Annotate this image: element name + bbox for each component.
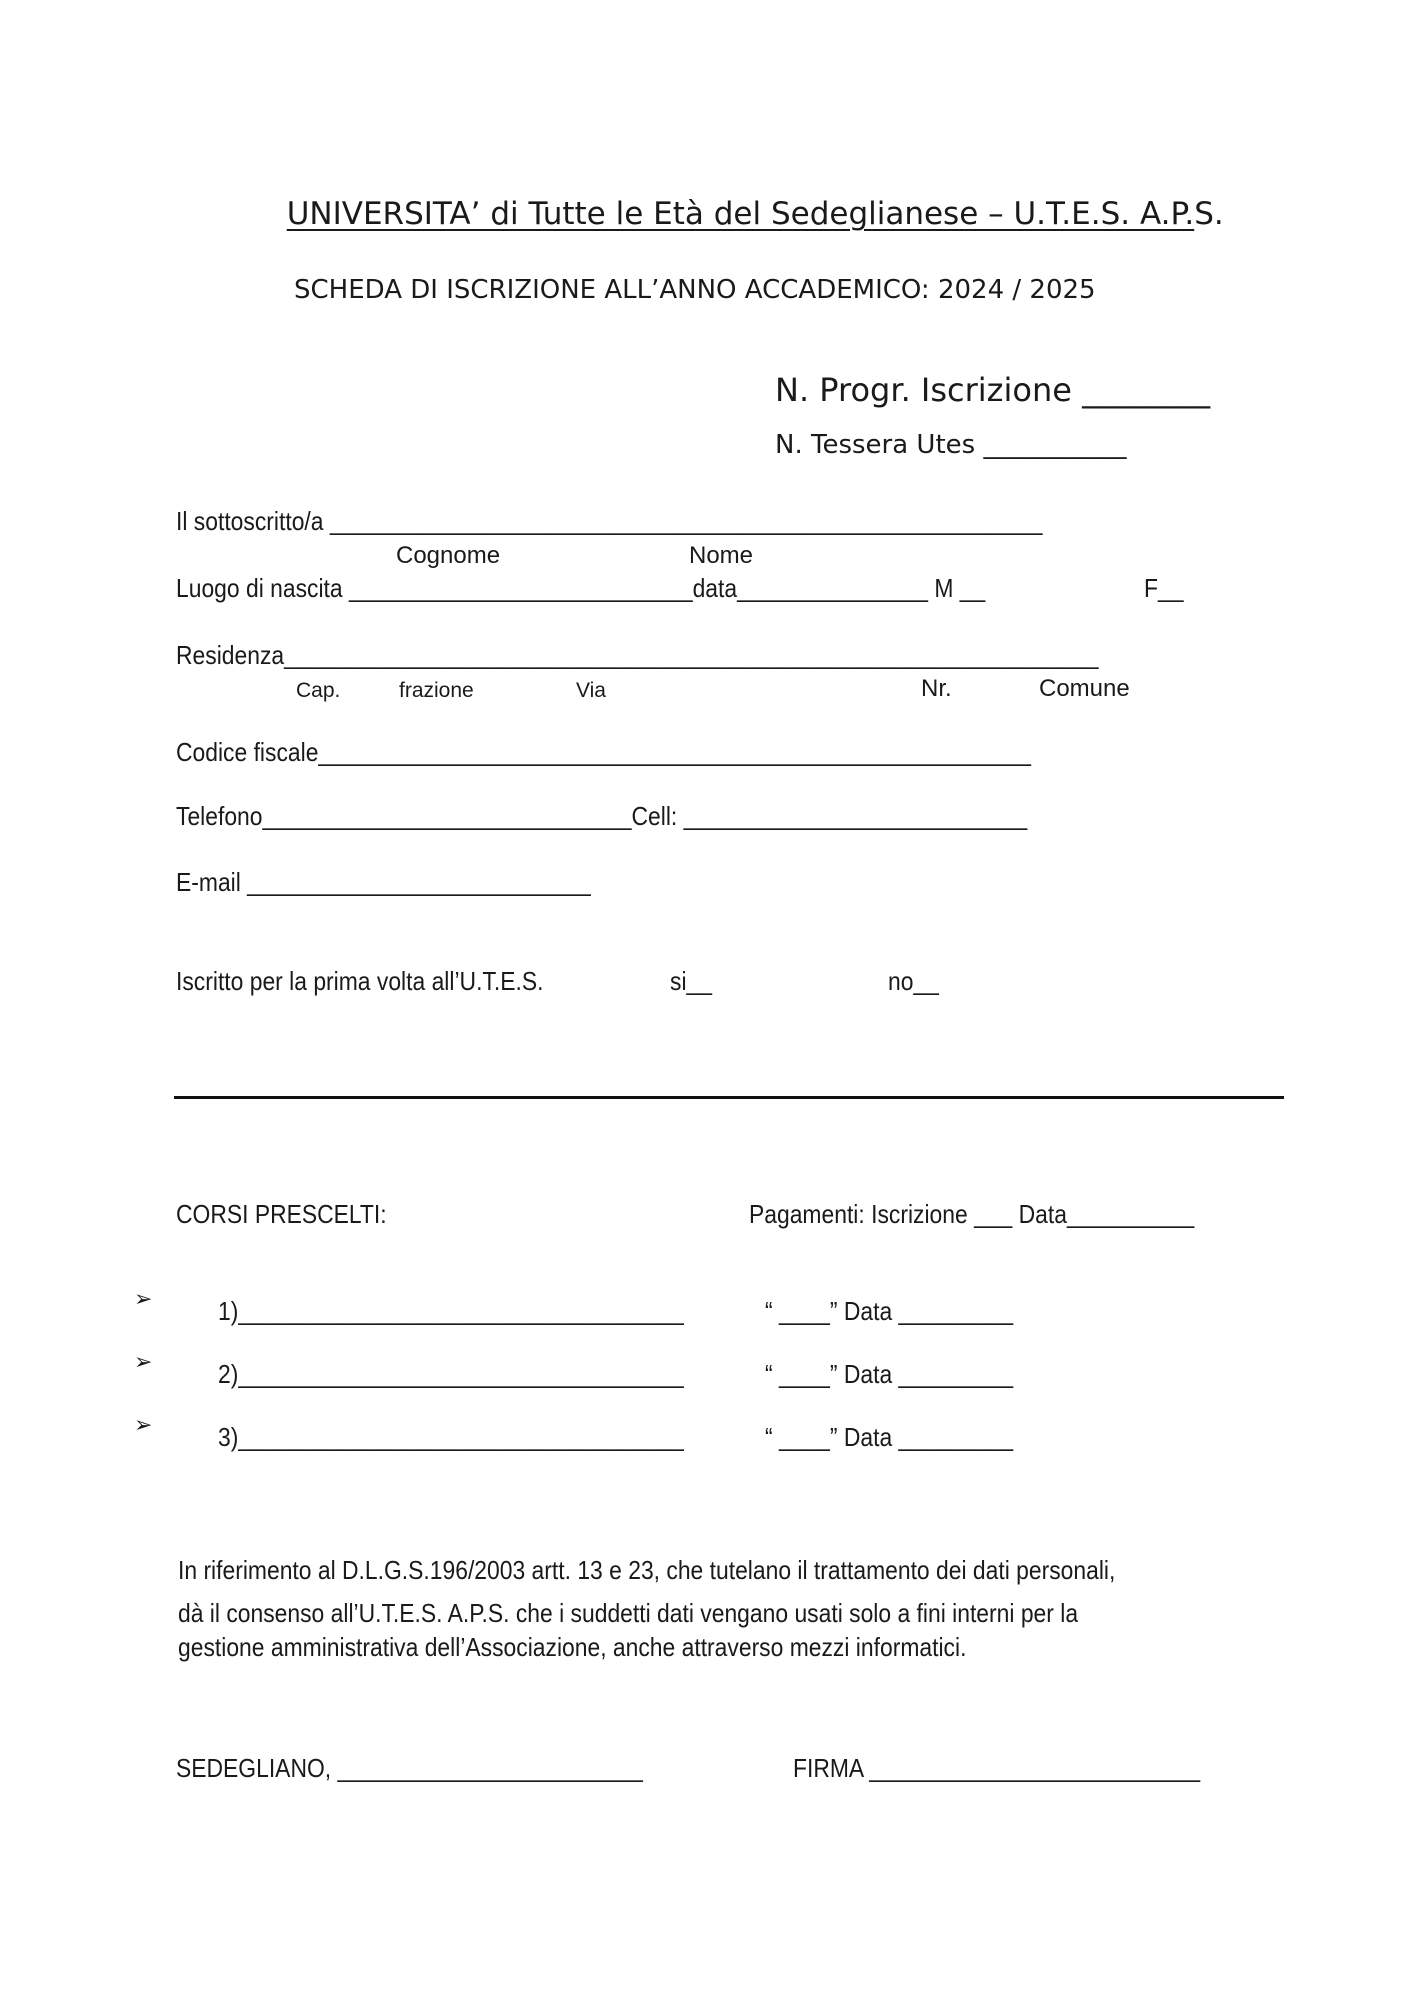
course-3-payment[interactable]: “ ____” Data _________ <box>765 1422 1014 1452</box>
tax-code-field[interactable]: Codice fiscale________________________________________________________ <box>176 737 1032 767</box>
progressive-number-field[interactable]: N. Progr. Iscrizione ________ <box>775 371 1211 409</box>
phone-field[interactable]: Telefono_____________________________Cell: ___________________________ <box>176 801 1028 831</box>
place-date-field[interactable]: SEDEGLIANO, ________________________ <box>176 1753 643 1783</box>
course-3-field[interactable]: 3)___________________________________ <box>218 1422 684 1452</box>
course-1-field[interactable]: 1)___________________________________ <box>218 1296 684 1326</box>
signature-field[interactable]: FIRMA __________________________ <box>793 1753 1201 1783</box>
first-time-label: Iscritto per la prima volta all’U.T.E.S. <box>176 966 544 996</box>
email-field[interactable]: E-mail ___________________________ <box>176 867 591 897</box>
first-time-no[interactable]: no__ <box>888 966 939 996</box>
undersigned-field[interactable]: Il sottoscritto/a ________________________________________________________ <box>176 506 1043 536</box>
privacy-line-1: In riferimento al D.L.G.S.196/2003 artt. 13 e 23, che tutelano il trattamento dei dati personali, <box>178 1555 1116 1585</box>
name-hint: Nome <box>689 542 754 569</box>
card-number-field[interactable]: N. Tessera Utes ___________ <box>775 430 1127 460</box>
course-1-payment[interactable]: “ ____” Data _________ <box>765 1296 1014 1326</box>
privacy-line-3: gestione amministrativa dell’Associazione, anche attraverso mezzi informatici. <box>178 1632 967 1662</box>
title-underlined-part: UNIVERSITA’ di Tutte le Età del Sedeglianese – U.T.E.S. A.P. <box>286 196 1195 232</box>
document-title <box>267 168 1224 230</box>
arrow-bullet-icon: ➢ <box>134 1413 153 1438</box>
frazione-hint: frazione <box>399 679 474 702</box>
comune-hint: Comune <box>1039 675 1130 702</box>
form-subtitle: SCHEDA DI ISCRIZIONE ALL’ANNO ACCADEMICO: 2024 / 2025 <box>294 275 1096 305</box>
surname-hint: Cognome <box>396 542 501 569</box>
course-2-payment[interactable]: “ ____” Data _________ <box>765 1359 1014 1389</box>
payments-enrollment-field[interactable]: Pagamenti: Iscrizione ___ Data__________ <box>749 1199 1195 1229</box>
courses-heading: CORSI PRESCELTI: <box>176 1199 387 1229</box>
title-tail: S. <box>1194 196 1224 232</box>
residence-field[interactable]: Residenza________________________________________________________________ <box>176 640 1099 670</box>
female-field[interactable]: F__ <box>1144 573 1184 603</box>
section-divider <box>174 1096 1284 1099</box>
cap-hint: Cap. <box>296 679 341 702</box>
nr-hint: Nr. <box>921 675 952 702</box>
course-2-field[interactable]: 2)___________________________________ <box>218 1359 684 1389</box>
privacy-line-2: dà il consenso all’U.T.E.S. A.P.S. che i suddetti dati vengano usati solo a fini interni per la <box>178 1598 1079 1628</box>
birthplace-field[interactable]: Luogo di nascita ___________________________data_______________ M __ <box>176 573 986 603</box>
arrow-bullet-icon: ➢ <box>134 1287 153 1312</box>
first-time-yes[interactable]: si__ <box>670 966 712 996</box>
via-hint: Via <box>576 679 606 702</box>
arrow-bullet-icon: ➢ <box>134 1350 153 1375</box>
